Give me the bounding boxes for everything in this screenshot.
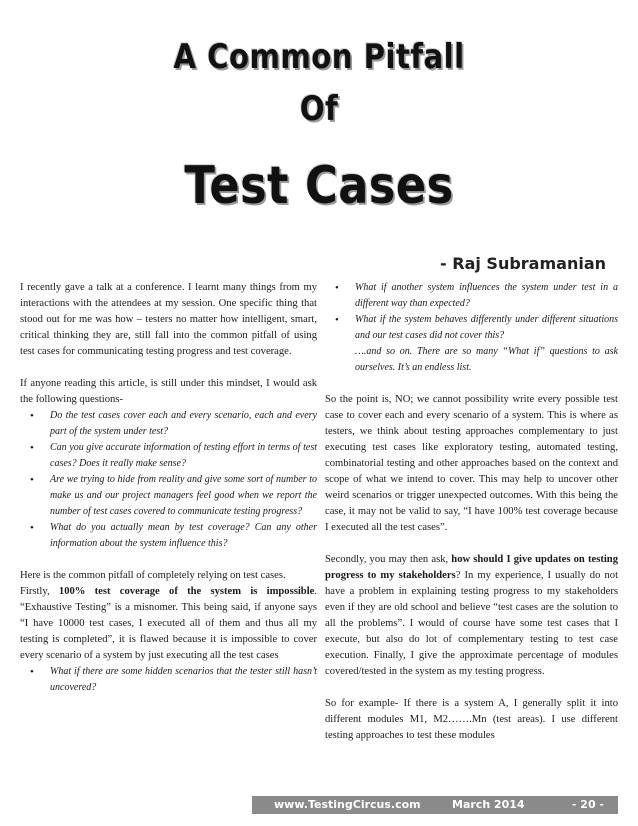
right-tail: ….and so on. There are so many “What if” questions to ask ourselves. It’s an endless list. bbox=[355, 346, 618, 373]
left-paragraph-1: I recently gave a talk at a conference. I learnt many things from my interactions with the attendees at my session. One specific thing that stood out for me was how – testers no matter how intelligent, smart, critical thinking they are, still fall into the common pitfall of using test cases for communicating testing progress and test coverage. bbox=[20, 282, 317, 357]
footer-date: March 2014 bbox=[452, 798, 525, 811]
title-line-1: A Common Pitfall bbox=[173, 37, 465, 77]
p2-lead: Secondly, you may then ask, bbox=[325, 554, 452, 565]
right-paragraph-3: So for example- If there is a system A, I generally split it into different modules M1, M2…….Mn (test areas). I use different testing approaches to test these modules bbox=[325, 698, 618, 741]
left-paragraph-3: Here is the common pitfall of completely relying on test cases. bbox=[20, 570, 286, 581]
list-item: • Are we trying to hide from reality and give some sort of number to make us and our project managers feel good when we report the number of test cases covered to communicate testing progress? bbox=[50, 472, 317, 520]
list-item: • Do the test cases cover each and every scenario, each and every part of the system under test? bbox=[50, 408, 317, 440]
left-column bbox=[20, 280, 317, 696]
left-paragraph-4 bbox=[20, 584, 317, 664]
p2-rest: ? In my experience, I usually do not have a problem in explaining testing progress to my stakeholders even if they are old school and believe “test cases are the solution to all the problems”. I would of course have some test cases that I execute, but also do lot of complementary testing to test case execution. Finally, I give the approximate percentage of modules covered/tested in the system as my testing progress. bbox=[325, 570, 619, 677]
list-item: • What if there are some hidden scenarios that the tester still hasn’t uncovered? bbox=[50, 664, 317, 696]
p2-bold: how should I give updates on testing progress to my stakeholders bbox=[325, 554, 618, 581]
page-footer bbox=[252, 796, 618, 814]
right-column bbox=[325, 280, 618, 744]
question-list-1 bbox=[20, 408, 317, 552]
title-line-3: Test Cases bbox=[184, 156, 454, 216]
list-item: • What do you actually mean by test coverage? Can any other information about the system influence this? bbox=[50, 520, 317, 552]
left-paragraph-2: If anyone reading this article, is still under this mindset, I would ask the following questions- bbox=[20, 378, 317, 405]
author-byline: - Raj Subramanian bbox=[440, 254, 606, 273]
list-item: • Can you give accurate information of testing effort in terms of test cases? Does it really make sense? bbox=[50, 440, 317, 472]
title-line-2: Of bbox=[299, 89, 339, 129]
question-list-3 bbox=[325, 280, 618, 344]
p4-bold: 100% test coverage of the system is impossible bbox=[58, 586, 315, 597]
right-paragraph-1: So the point is, NO; we cannot possibility write every possible test case to cover each and every scenario of a system. This is where as testers, we think about testing approaches complementary to just executing test cases like exploratory testing, automated testing, combinatorial testing and other approaches based on the context and scope of what we intend to cover. This may help to uncover other weird scenarios or trigger unexpected outcomes. With this being the case, it may not be valid to say, “I have 100% test coverage because I executed all the test cases”. bbox=[325, 394, 618, 533]
list-item: • What if another system influences the system under test in a different way than expected? bbox=[355, 280, 618, 312]
list-item: • What if the system behaves differently under different situations and our test cases did not cover this? bbox=[355, 312, 618, 344]
right-paragraph-2 bbox=[325, 552, 618, 680]
footer-page-number: - 20 - bbox=[571, 798, 604, 811]
question-list-2 bbox=[20, 664, 317, 696]
p4-lead: Firstly, bbox=[20, 586, 59, 597]
p4-rest: . “Exhaustive Testing” is a misnomer. This being said, if anyone says “I have 10000 test cases, I executed all of them and thus all my testing is completed”, it is flawed because it is impossible to cover every scenario of a system by just executing all the test cases bbox=[20, 586, 317, 661]
footer-site: www.TestingCircus.com bbox=[274, 798, 421, 811]
